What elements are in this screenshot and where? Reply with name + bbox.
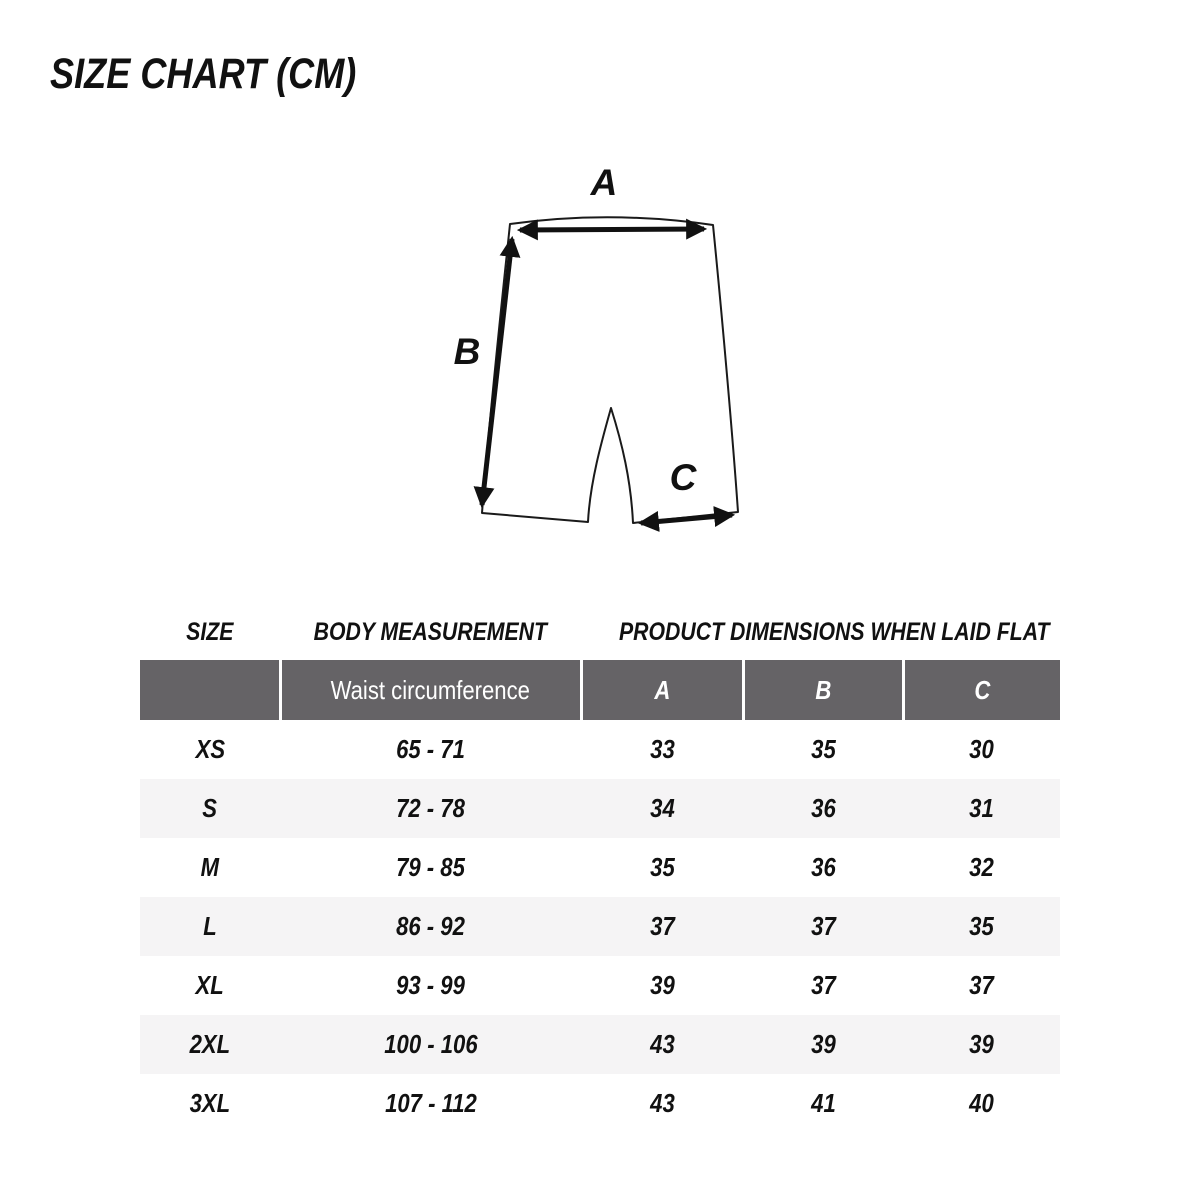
- group-header-body-measurement: BODY MEASUREMENT: [280, 605, 581, 660]
- cell-a: 33: [649, 734, 675, 764]
- cell-c: 35: [969, 911, 994, 941]
- table-row-m: [140, 838, 1060, 897]
- column-header-b: B: [743, 660, 903, 720]
- cell-a: 43: [649, 1029, 675, 1059]
- table-row-s: [140, 779, 1060, 838]
- cell-c: 31: [969, 793, 994, 823]
- cell-c: 32: [969, 852, 994, 882]
- arrow-a: [520, 229, 704, 230]
- cell-size: M: [200, 852, 220, 882]
- cell-a: 37: [649, 911, 675, 941]
- table-row-xl: [140, 956, 1060, 1015]
- measurement-b-label: B: [453, 331, 481, 372]
- cell-waist: 79 - 85: [396, 852, 465, 882]
- cell-c: 37: [969, 970, 994, 1000]
- cell-waist: 72 - 78: [396, 793, 465, 823]
- shorts-measurement-diagram: [420, 140, 820, 560]
- cell-c: 39: [969, 1029, 994, 1059]
- column-header-row: [140, 660, 1060, 720]
- cell-a: 34: [649, 793, 675, 823]
- cell-b: 41: [810, 1088, 836, 1118]
- table-row-3xl: [140, 1074, 1060, 1133]
- cell-c: 40: [969, 1088, 994, 1118]
- cell-size: L: [203, 911, 217, 941]
- cell-size: S: [202, 793, 218, 823]
- table-row-2xl: [140, 1015, 1060, 1074]
- size-chart-table: [140, 605, 1060, 1133]
- cell-a: 39: [649, 970, 675, 1000]
- cell-b: 36: [810, 852, 836, 882]
- page-title: SIZE CHART (CM): [50, 50, 357, 98]
- cell-a: 35: [649, 852, 675, 882]
- cell-a: 43: [649, 1088, 675, 1118]
- group-header-product-dimensions: PRODUCT DIMENSIONS WHEN LAID FLAT: [581, 605, 1060, 660]
- shorts-outline: [482, 217, 738, 523]
- cell-waist: 65 - 71: [396, 734, 465, 764]
- cell-waist: 100 - 106: [383, 1029, 478, 1059]
- cell-waist: 93 - 99: [396, 970, 465, 1000]
- arrow-b: [482, 239, 512, 505]
- cell-size: 2XL: [189, 1029, 231, 1059]
- cell-b: 35: [810, 734, 836, 764]
- column-header-c: C: [903, 660, 1060, 720]
- cell-c: 30: [969, 734, 994, 764]
- cell-b: 37: [810, 970, 836, 1000]
- measurement-c-label: C: [669, 457, 697, 498]
- measurement-a-label: A: [590, 162, 618, 203]
- group-header-size: SIZE: [140, 605, 280, 660]
- table-row-xs: [140, 720, 1060, 779]
- column-header-a: A: [581, 660, 743, 720]
- column-header-size-empty: [140, 660, 280, 720]
- cell-size: XL: [195, 970, 225, 1000]
- cell-size: XS: [195, 734, 225, 764]
- cell-b: 36: [810, 793, 836, 823]
- table-row-l: [140, 897, 1060, 956]
- arrow-c: [641, 515, 732, 523]
- cell-waist: 107 - 112: [384, 1088, 477, 1118]
- column-header-waist: Waist circumference: [280, 660, 581, 720]
- cell-b: 39: [810, 1029, 836, 1059]
- cell-b: 37: [810, 911, 836, 941]
- cell-size: 3XL: [189, 1088, 231, 1118]
- shorts-outline-drawing: [420, 140, 820, 560]
- group-header-row: [140, 605, 1060, 660]
- cell-waist: 86 - 92: [396, 911, 465, 941]
